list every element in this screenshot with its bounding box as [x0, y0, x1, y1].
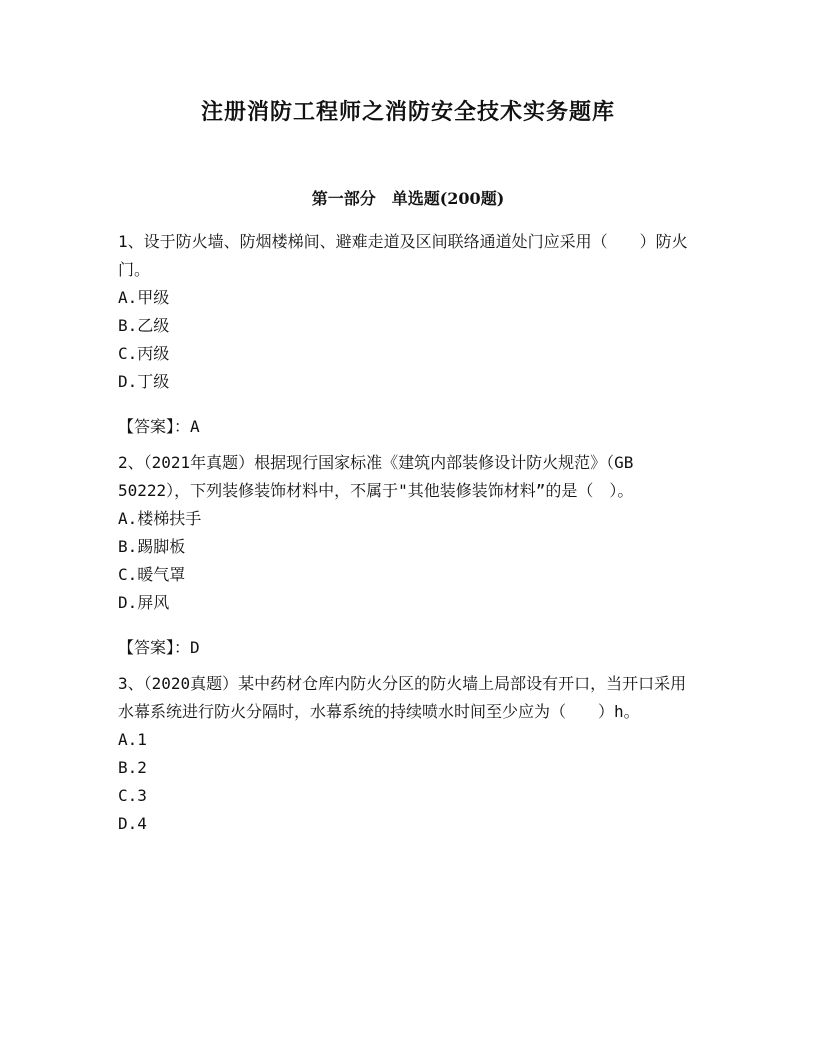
option-b: B.2	[118, 758, 147, 777]
option-b: B.踢脚板	[118, 537, 186, 556]
question-stem: 2、（2021年真题）根据现行国家标准《建筑内部装修设计防火规范》（GB 50222），下列装修装饰材料中，不属于"其他装修装饰材料”的是（ ）。	[118, 453, 634, 500]
option-a: A.楼梯扶手	[118, 509, 202, 528]
question-3	[118, 670, 698, 838]
option-c: C.丙级	[118, 344, 170, 363]
question-1	[118, 228, 698, 441]
option-d: D.4	[118, 814, 147, 833]
option-c: C.暖气罩	[118, 565, 186, 584]
option-d: D.屏风	[118, 593, 170, 612]
answer-line: 【答案】：D	[118, 638, 200, 657]
question-2	[118, 449, 698, 662]
question-stem: 1、设于防火墙、防烟楼梯间、避难走道及区间联络通道处门应采用（ ）防火门。	[118, 232, 688, 279]
option-a: A.1	[118, 730, 147, 749]
option-d: D.丁级	[118, 372, 170, 391]
section-heading: 第一部分 单选题(200题)	[311, 189, 505, 208]
question-list	[118, 228, 698, 846]
answer-line: 【答案】：A	[118, 417, 200, 436]
option-b: B.乙级	[118, 316, 170, 335]
question-stem: 3、（2020真题）某中药材仓库内防火分区的防火墙上局部设有开口，当开口采用水幕系统进行防火分隔时，水幕系统的持续喷水时间至少应为（ ）h。	[118, 674, 687, 721]
document-title: 注册消防工程师之消防安全技术实务题库	[200, 99, 615, 125]
option-a: A.甲级	[118, 288, 170, 307]
option-c: C.3	[118, 786, 147, 805]
